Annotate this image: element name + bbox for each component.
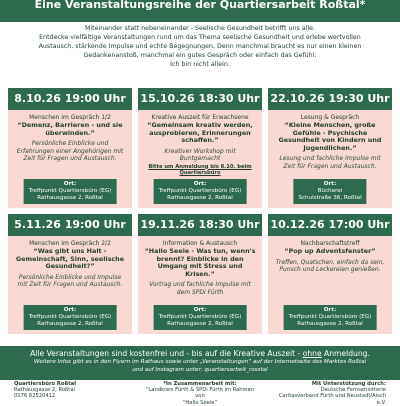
location-key: Ort: (63, 181, 77, 187)
event-row (8, 88, 392, 208)
event-date: 10.12.26 17:00 Uhr (268, 214, 392, 236)
location-line: Rathausgasse 2, Roßtal (297, 321, 363, 327)
event-headline: “Hallo Seele - Was tun, wenn's brennt? Einblicke in den Umgang mit Stress und Krisen.” (144, 247, 256, 278)
footer-partners (141, 381, 259, 406)
footer (0, 381, 400, 406)
location-key: Ort: (323, 307, 337, 313)
event-description: Vortrag und fachliche Impulse mit dem SPDi Fürth (149, 281, 251, 296)
event-description: Persönliche Einblicke und Impulse mit Zeit für Fragen und Austausch. (17, 273, 123, 289)
event-headline: “Kleine Menschen, große Gefühle - Psychische Gesundheit von Kindern und Jugendlichen.” (278, 121, 382, 152)
location-line: Bücherei (317, 188, 343, 194)
event-headline: “Was gibt uns Halt - Gemeinschaft, Sinn, seelische Gesundheit?” (15, 247, 125, 271)
event-category: Nachbarschaftstreff (300, 240, 360, 247)
location-line: Treffpunkt Quartiersbüro (EG) (158, 188, 242, 194)
event-card (268, 88, 392, 208)
footer-line: 0176 62520412 (14, 393, 56, 400)
event-row (8, 214, 392, 334)
notice-instagram: und auf Instagram unter: quartiersarbeit_rosstal (132, 367, 268, 373)
event-category: Kreative Auszeit für Erwachsene (151, 114, 249, 121)
event-date: 5.11.26 19:00 Uhr (8, 214, 132, 236)
intro-line: Entdecke vielfältige Veranstaltungen rund um das Thema seelische Gesundheit und erlebe wertvollen (39, 34, 361, 41)
header-bar (0, 0, 400, 22)
intro-line: Gedankenanstoß, manchmal ein gutes Gespräch oder einfach das Gefühl: (83, 52, 317, 59)
event-date: 15.10.26 18:30 Uhr (138, 88, 262, 110)
footer-heading: Quartiersbüro Roßtal (14, 381, 76, 387)
location-key: Ort: (193, 307, 207, 313)
location-key: Ort: (323, 181, 337, 187)
footer-contact (14, 381, 132, 400)
intro-line: Ich bin nicht allein. (170, 61, 230, 68)
event-location (284, 305, 377, 330)
event-card (8, 214, 132, 334)
location-line: Treffpunkt Quartiersbüro (EG) (158, 314, 242, 320)
registration-note: Bitte um Anmeldung bis 8.10. beim Quartiersbüro (148, 163, 252, 176)
event-category: Menschen im Gespräch 2/2 (29, 240, 111, 247)
event-date: 8.10.26 19:00 Uhr (8, 88, 132, 110)
location-line: Treffpunkt Quartiersbüro (EG) (288, 314, 372, 320)
event-location (24, 179, 117, 204)
notice-info: Weitere Infos gibt es in den Flyern im Rathaus sowie unter „Veranstaltungen“ auf der Internetseite des Marktes Roßtal (33, 359, 367, 365)
footer-heading: Mit Unterstützung durch: (311, 381, 386, 387)
location-line: Treffpunkt Quartiersbüro (EG) (28, 188, 112, 194)
location-line: Rathausgasse 2, Roßtal (37, 321, 103, 327)
event-category: Menschen im Gespräch 1/2 (29, 114, 111, 121)
location-line: Schulstraße 36, Roßtal (298, 195, 362, 201)
footer-heading: *In Zusammenarbeit mit: (163, 381, 237, 387)
location-line: Rathausgasse 2, Roßtal (167, 321, 233, 327)
event-headline: “Demenz, Barrieren - und sie überwinden.” (17, 121, 123, 137)
footer-line: “Hallo Seele” (182, 399, 218, 406)
notice-line (0, 349, 400, 358)
event-description: Persönliche Einblicke und Erfahrungen einer Angehörigen mit Zeit für Fragen und Austausch. (16, 140, 124, 162)
event-card (138, 88, 262, 208)
footer-line: “Landkreis Fürth & SPDi Fürth im Rahmen von (145, 387, 255, 400)
notice-text: Anmeldung. (321, 349, 370, 358)
event-location (154, 179, 247, 204)
page-title: Eine Veranstaltungsreihe der Quartiersarbeit Roßtal* (34, 0, 366, 11)
event-date: 19.11.26 18:30 Uhr (138, 214, 262, 236)
location-line: Rathausgasse 2, Roßtal (167, 195, 233, 201)
location-key: Ort: (63, 307, 77, 313)
event-date: 22.10.26 19:30 Uhr (268, 88, 392, 110)
event-category: Lesung & Gespräch (300, 114, 360, 121)
intro-text (14, 24, 386, 69)
notice-emphasis: ohne (302, 349, 322, 358)
footer-line: Caritasverband Fürth und Neustadt/Aisch e.V. (278, 393, 386, 406)
event-card (138, 214, 262, 334)
event-description: Lesung und fachliche Impulse mit Zeit für Fragen und Austausch. (279, 155, 381, 170)
event-location (293, 179, 366, 204)
event-description: Kreativer Workshop mit Buntgemacht (164, 147, 236, 163)
event-card (268, 214, 392, 334)
event-location (154, 305, 247, 330)
location-key: Ort: (193, 181, 207, 187)
intro-line: Austausch, stärkende Impulse und echte Begegnungen. Denn manchmal braucht es nur einen kleinen (38, 43, 362, 50)
footer-support (268, 381, 386, 406)
event-headline: “Gemeinsam kreativ werden, ausprobieren, Erinnerungen schaffen.” (147, 121, 253, 145)
event-category: Information & Austausch (162, 240, 238, 247)
footer-line: Rathausgasse 2, Roßtal (14, 387, 75, 394)
intro-line: Miteinander statt nebeneinander - Seelische Gesundheit betrifft uns alle. (85, 25, 315, 32)
location-line: Rathausgasse 2, Roßtal (37, 195, 103, 201)
location-line: Treffpunkt Quartiersbüro (EG) (28, 314, 112, 320)
notice-bar (0, 346, 400, 380)
event-headline: “Pop up Adventsfenster” (284, 247, 376, 255)
footer-line: Deutsche Fernsehlotterie (320, 387, 386, 394)
event-grid (8, 88, 392, 340)
event-card (8, 88, 132, 208)
event-description: Treffen, Quatschen, einfach da sein, Punsch und Leckereien genießen. (275, 258, 385, 273)
notice-text: Alle Veranstaltungen sind kostenfrei und - bis auf die Kreative Auszeit - (30, 349, 303, 358)
event-location (24, 305, 117, 330)
